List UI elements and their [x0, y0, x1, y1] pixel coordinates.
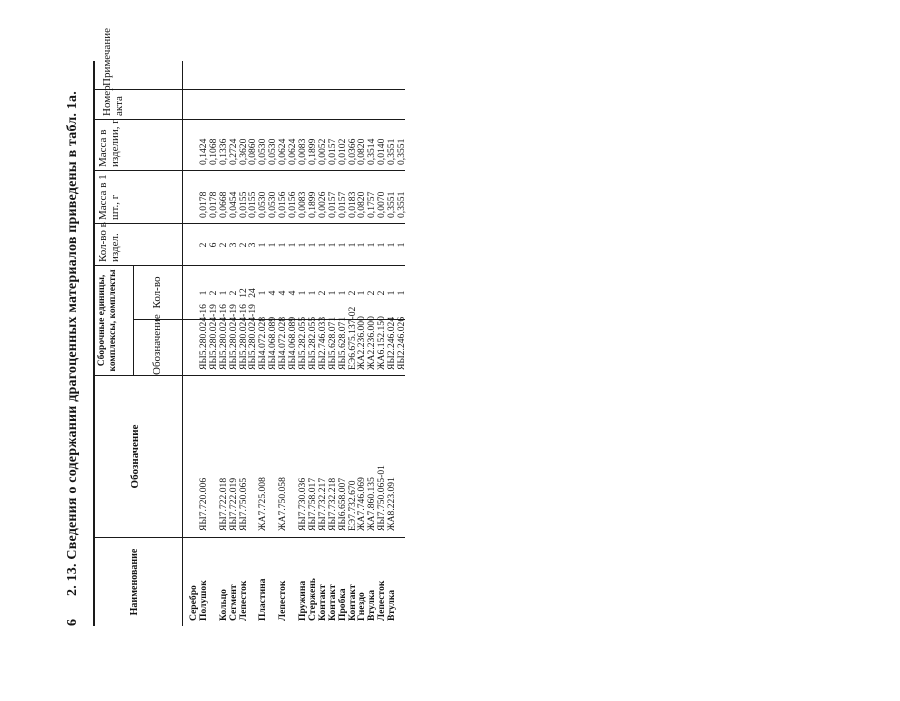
assembly-group-rule — [133, 266, 134, 376]
precious-metals-table — [93, 28, 408, 626]
page-title: 2. 13. Сведения о содержании драгоценных материалов приведены в табл. 1а. — [65, 91, 80, 596]
column-name: Серебро Полушок Кольцо Сегмент Лепесток Пластина Лепесток Пружина Стержень Контакт Контакт Пробка Контакт Гнездо Втулка Лепесток Втулка — [188, 578, 398, 621]
header-qty-in-item: Кол-во в издел. — [97, 222, 121, 262]
header-designation: Обозначение — [129, 424, 141, 489]
header-assembly-group: Сборочные единицы, комплексы, комплекты — [97, 269, 118, 372]
column-qty-in-item: 2 6 2 3 2 3 1 1 1 1 1 1 1 1 1 1 1 1 1 1 1 — [197, 242, 408, 248]
column-mass-per-unit: 0,0178 0,0178 0,0668 0,0454 0,0155 0,0155 0,0530 0,0530 0,0156 0,0156 0,0083 0,1899 0,0026 0,0157 0,0157 0,0183 0,0820 0,1757 0,0070 0,3551 0,3551 — [197, 191, 408, 218]
header-note: Примечание — [101, 28, 113, 86]
column-rule — [93, 119, 405, 120]
column-rule — [93, 265, 405, 266]
column-assembly-qty: 1 2 1 2 12 24 1 4 4 4 1 1 2 1 1 2 1 2 2 1 1 — [197, 288, 408, 298]
header-assembly-qty: Кол-во — [151, 276, 163, 309]
column-designation: ЯЫ7.720.006 ЯЫ7.722.018 ЯЫ7.722.019 ЯЫ7.750.065 ЖА7.725.008 ЖА7.750.058 ЯЫ7.730.036 ЯЫ7.758.017 ЯЫ7.732.217 ЯЫ7.732.218 ЯЫ6.658.007 ЕЭ7.732.670 ЖА7.746.069 ЖА7.860.135 ЯЫ7.750.065-01 ЖА8.223.091 — [197, 465, 398, 531]
table-top-rule — [93, 61, 95, 626]
column-rule — [93, 170, 405, 171]
header-assembly-designation: Обозначение — [151, 314, 163, 375]
column-assembly-designation: ЯЫ5.280.024-16 ЯЫ5.280.024-19 ЯЫ5.280.024-16 ЯЫ5.280.024-19 ЯЫ5.280.024-16 ЯЫ5.280.024-19 ЯЫ4.072.028 ЯЫ4.068.089 ЯЫ4.072.028 ЯЫ4.068.089 ЯЫ5.282.055 ЯЫ5.282.055 ЯЫ2.746.033 ЯЫ5.628.071 ЯЫ5.628.071 ЕЭ6.675.137-02 ЖА2.236.000 ЖА2.236.000 ЖА6.152.150 ЯЫ2.246.024 ЯЫ2.246.026 — [197, 304, 408, 370]
header-act-number: Номер акта — [101, 85, 125, 116]
rotated-page-content — [65, 28, 408, 626]
column-rule — [93, 223, 405, 224]
column-mass-in-item: 0,1424 0,1068 0,1336 0,2724 0,3620 0,0860 0,0530 0,0530 0,0624 0,0624 0,0083 0,1899 0,0052 0,0157 0,0102 0,0366 0,0820 0,3514 0,0140 0,3551 0,3551 — [197, 138, 408, 165]
header-mass-per-unit: Масса в 1 шт., г — [97, 174, 121, 220]
header-mass-in-item: Масса в изделии, г — [97, 119, 121, 167]
header-bottom-rule — [182, 61, 183, 626]
page-number: 6 — [65, 619, 80, 626]
header-name: Наименование — [129, 548, 140, 616]
column-rule — [93, 89, 405, 90]
